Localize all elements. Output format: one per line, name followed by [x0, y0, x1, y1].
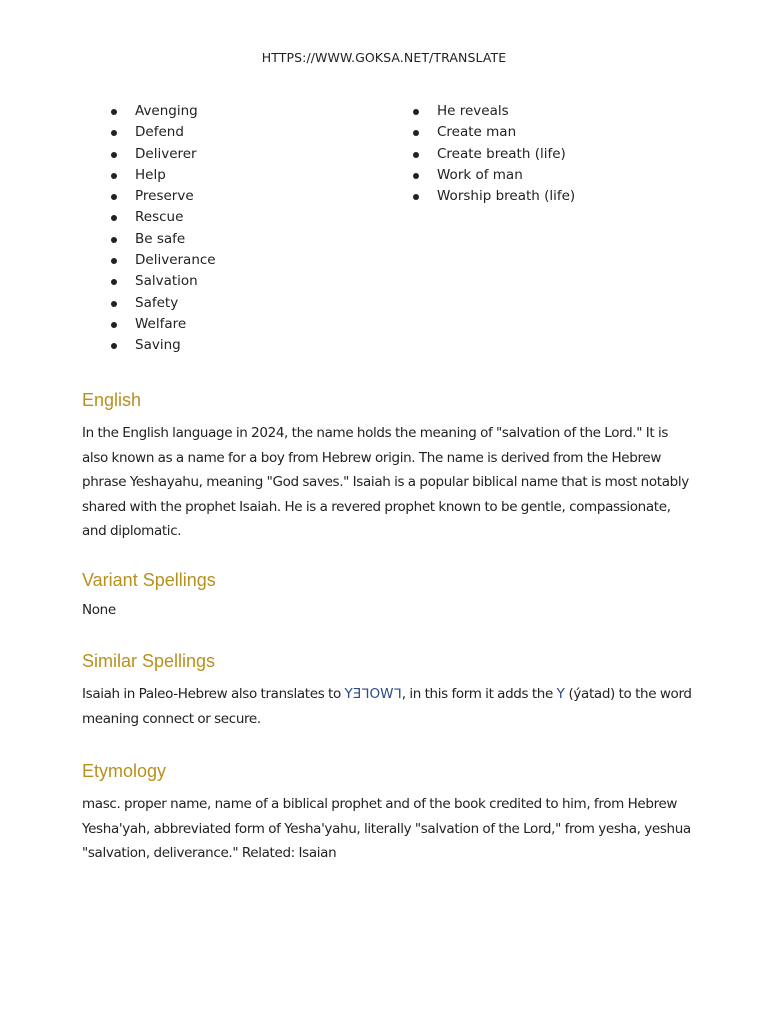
bullet-icon — [413, 109, 419, 115]
paleo-hebrew-letter: Y — [556, 686, 565, 702]
section-variant-spellings — [82, 568, 692, 623]
bullet-icon — [111, 215, 117, 221]
bullet-icon — [111, 109, 117, 115]
bullet-icon — [413, 194, 419, 200]
list-item: Create man — [413, 122, 575, 143]
section-etymology — [82, 759, 692, 866]
bullet-icon — [111, 152, 117, 158]
list-item: Deliverer — [111, 144, 216, 165]
section-heading-etymology: Etymology — [82, 761, 167, 781]
section-heading-similar-spellings: Similar Spellings — [82, 651, 216, 671]
page-url-header: HTTPS://WWW.GOKSA.NET/TRANSLATE — [261, 50, 507, 65]
section-body-similar-spellings: Isaiah in Paleo-Hebrew also translates to YƎᒣOWᒣ, in this form it adds the Y (ýatad) to the word meaning connect or secure. — [82, 686, 692, 727]
section-body-variant-spellings: None — [82, 602, 116, 618]
section-english — [82, 388, 692, 544]
list-item: Help — [111, 165, 216, 186]
list-item: Avenging — [111, 101, 216, 122]
list-item: Work of man — [413, 165, 575, 186]
bullet-icon — [111, 322, 117, 328]
list-item: Create breath (life) — [413, 144, 575, 165]
list-item: He reveals — [413, 101, 575, 122]
bullet-icon — [111, 237, 117, 243]
bullet-icon — [111, 279, 117, 285]
list-item: Defend — [111, 122, 216, 143]
bullet-icon — [111, 173, 117, 179]
section-body-etymology: masc. proper name, name of a biblical prophet and of the book credited to him, from Hebrew Yesha'yah, abbreviated form of Yesha'yahu, literally "salvation of the Lord," from yesha, yeshua "salvation, deliverance." Related: Isaian — [82, 796, 691, 862]
section-heading-english: English — [82, 390, 142, 410]
list-item: Preserve — [111, 186, 216, 207]
bullet-icon — [111, 301, 117, 307]
list-item: Worship breath (life) — [413, 186, 575, 207]
list-item: Salvation — [111, 271, 216, 292]
bullet-icon — [413, 173, 419, 179]
bullet-icon — [111, 343, 117, 349]
list-item: Deliverance — [111, 250, 216, 271]
list-item: Rescue — [111, 207, 216, 228]
list-item: Be safe — [111, 229, 216, 250]
list-item: Saving — [111, 335, 216, 356]
bullet-icon — [111, 258, 117, 264]
section-heading-variant-spellings: Variant Spellings — [82, 570, 216, 590]
bullet-icon — [413, 152, 419, 158]
bullet-icon — [111, 130, 117, 136]
meanings-list-left — [111, 101, 216, 357]
bullet-icon — [413, 130, 419, 136]
paleo-hebrew-word: YƎᒣOWᒣ — [344, 686, 402, 702]
bullet-icon — [111, 194, 117, 200]
list-item: Welfare — [111, 314, 216, 335]
section-body-english: In the English language in 2024, the name holds the meaning of "salvation of the Lord." It is also known as a name for a boy from Hebrew origin. The name is derived from the Hebrew phrase Yeshayahu, meaning "God saves." Isaiah is a popular biblical name that is most notably shared with the prophet Isaiah. He is a revered prophet known to be gentle, compassionate, and diplomatic. — [82, 425, 689, 540]
meanings-list-right — [413, 101, 575, 207]
list-item: Safety — [111, 293, 216, 314]
section-similar-spellings — [82, 649, 692, 731]
